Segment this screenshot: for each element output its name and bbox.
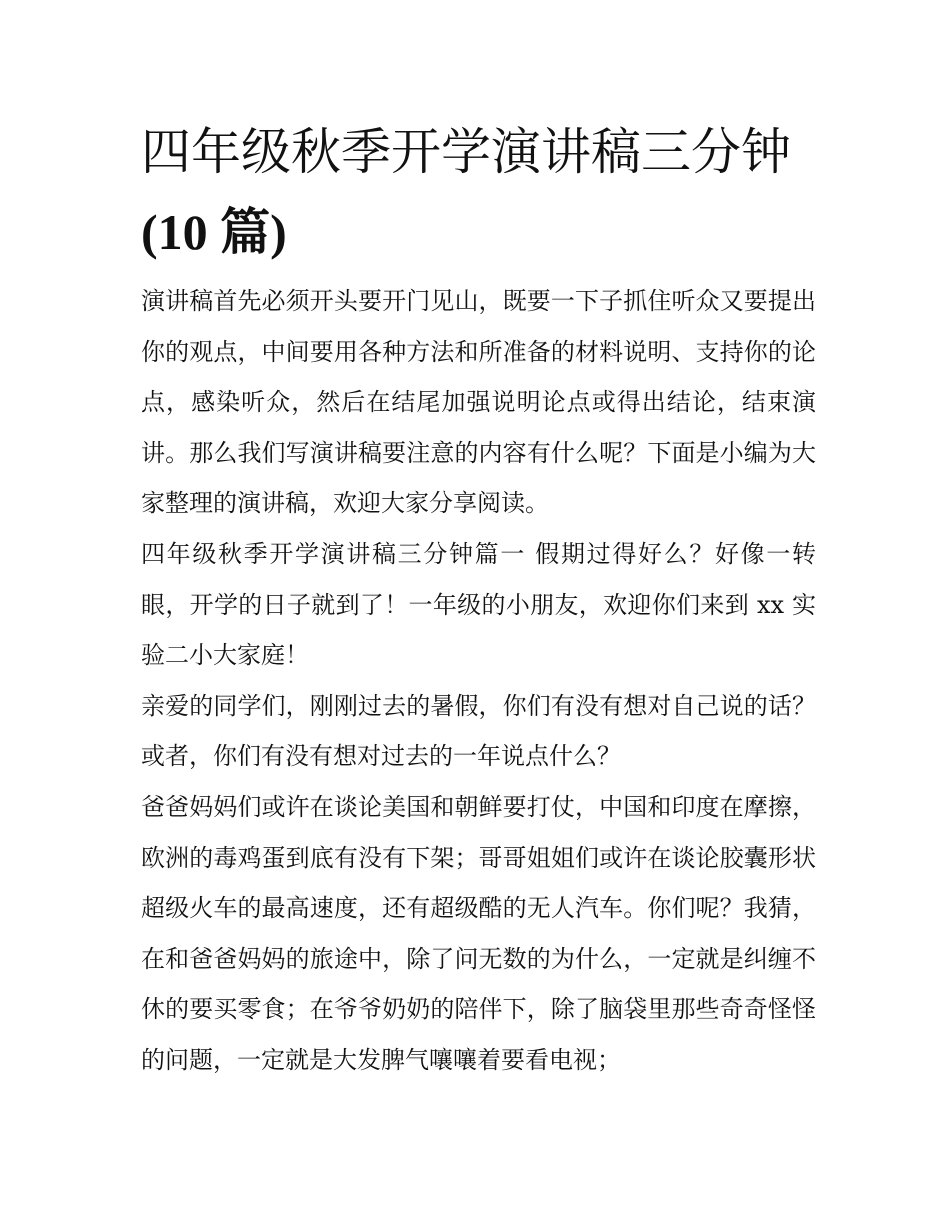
paragraph-1: 四年级秋季开学演讲稿三分钟篇一 假期过得好么？好像一转眼，开学的日子就到了！一年级的小朋友，欢迎你们来到 xx 实验二小大家庭！ bbox=[141, 539, 816, 670]
title-main: 四年级秋季开学演讲稿三分钟 bbox=[141, 123, 791, 181]
paragraph-2: 亲爱的同学们，刚刚过去的暑假，你们有没有想对自己说的话？或者，你们有没有想对过去的一年说点什么？ bbox=[141, 691, 816, 771]
paragraph-3: 爸爸妈妈们或许在谈论美国和朝鲜要打仗，中国和印度在摩擦，欧洲的毒鸡蛋到底有没有下架；哥哥姐姐们或许在谈论胶囊形状超级火车的最高速度，还有超级酷的无人汽车。你们呢？我猜，在和爸爸妈妈的旅途中，除了问无数的为什么，一定就是纠缠不休的要买零食；在爷爷奶奶的陪伴下，除了脑袋里那些奇奇怪怪的问题，一定就是大发脾气嚷嚷着要看电视； bbox=[141, 792, 816, 1074]
title-count: (10 篇) bbox=[141, 204, 287, 260]
document-title bbox=[141, 112, 821, 272]
paragraph-intro: 演讲稿首先必须开头要开门见山，既要一下子抓住听众又要提出你的观点，中间要用各种方法和所准备的材料说明、支持你的论点，感染听众，然后在结尾加强说明论点或得出结论，结束演讲。那么我们写演讲稿要注意的内容有什么呢？下面是小编为大家整理的演讲稿，欢迎大家分享阅读。 bbox=[141, 287, 816, 518]
document-body bbox=[141, 276, 816, 1086]
